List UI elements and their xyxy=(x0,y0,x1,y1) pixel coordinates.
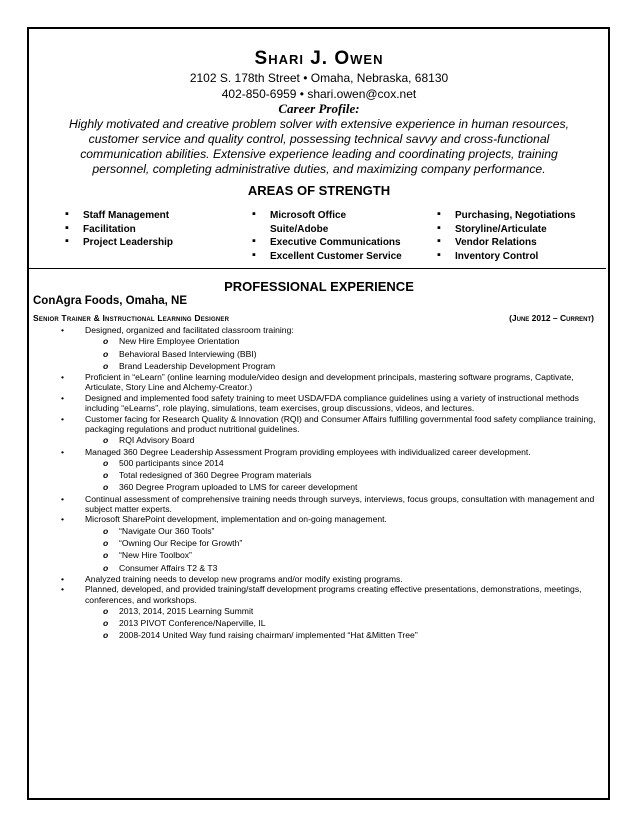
sub-bullet-list xyxy=(85,605,598,642)
sub-bullet: o 500 participants since 2014 xyxy=(85,457,598,469)
strength-item: ▪ Vendor Relations xyxy=(437,236,576,250)
experience-bullet-text: Continual assessment of comprehensive training needs through surveys, interviews, focus groups, consultation with management and subject matter experts. xyxy=(85,493,595,515)
sub-bullet: o 2013 PIVOT Conference/Naperville, IL xyxy=(85,617,598,629)
sub-bullet-list xyxy=(85,335,598,372)
strength-item: ▪ Purchasing, Negotiations xyxy=(437,209,576,223)
job-dates: (June 2012 – Current) xyxy=(509,313,594,323)
areas-of-strength-heading: AREAS OF STRENGTH xyxy=(247,183,391,198)
sub-bullet: o Total redesigned of 360 Degree Program materials xyxy=(85,469,598,481)
experience-bullet-text: Customer facing for Research Quality & Innovation (RQI) and Consumer Affairs fulfilling governmental food safety compliance training, packaging regulations and product nutritional guidelines. xyxy=(85,413,596,435)
employer: ConAgra Foods, Omaha, NE xyxy=(33,295,187,307)
sub-bullet-list xyxy=(85,457,598,494)
strength-item: ▪ Project Leadership xyxy=(65,236,173,250)
strength-item: ▪ Microsoft Office Suite/Adobe xyxy=(252,209,388,236)
experience-bullet-text: Microsoft SharePoint development, implementation and on-going management. xyxy=(85,514,387,525)
contact-info: 402-850-6959 • shari.owen@cox.net xyxy=(221,87,417,101)
experience-bullet xyxy=(33,414,598,447)
strength-item: ▪ Inventory Control xyxy=(437,250,576,264)
strength-item: ▪ Staff Management xyxy=(65,209,173,223)
experience-bullet-text: Analyzed training needs to develop new programs and/or modify existing programs. xyxy=(85,573,403,584)
experience-bullet xyxy=(33,372,598,393)
sub-bullet: o “Owning Our Recipe for Growth” xyxy=(85,537,598,549)
experience-bullet xyxy=(33,574,598,584)
experience-bullet xyxy=(33,584,598,641)
experience-bullet xyxy=(33,325,598,372)
experience-bullet xyxy=(33,514,598,573)
section-divider xyxy=(28,268,606,269)
experience-bullet xyxy=(33,447,598,494)
sub-bullet: o RQI Advisory Board xyxy=(85,434,598,446)
experience-bullet-text: Planned, developed, and provided training/staff development programs creating effective presentations, demonstrations, meetings, conferences, and workshops. xyxy=(85,584,582,605)
experience-bullet-text: Designed, organized and facilitated classroom training: xyxy=(85,325,294,335)
sub-bullet-list xyxy=(85,525,598,574)
strength-column-3 xyxy=(437,209,576,263)
sub-bullet: o 2013, 2014, 2015 Learning Summit xyxy=(85,605,598,617)
sub-bullet: o “New Hire Toolbox” xyxy=(85,549,598,561)
strength-item: ▪ Storyline/Articulate xyxy=(437,223,576,237)
sub-bullet-list xyxy=(85,434,598,446)
strength-column-1 xyxy=(65,209,173,250)
experience-bullet-text: Managed 360 Degree Leadership Assessment Program providing employees with individualized career development. xyxy=(85,446,531,457)
sub-bullet: o Brand Leadership Development Program xyxy=(85,360,598,372)
strength-item: ▪ Executive Communications xyxy=(252,236,422,250)
job-title: Senior Trainer & Instructional Learning Designer xyxy=(33,313,230,323)
experience-bullets xyxy=(33,325,598,642)
candidate-name: Shari J. Owen xyxy=(254,48,384,69)
sub-bullet: o Behavioral Based Interviewing (BBI) xyxy=(85,348,598,360)
sub-bullet: o 2008-2014 United Way fund raising chairman/ implemented “Hat &Mitten Tree” xyxy=(85,629,598,641)
sub-bullet: o New Hire Employee Orientation xyxy=(85,335,598,347)
experience-bullet-text: Proficient in “eLearn” (online learning module/video design and development principals, mastering software programs, Captivate, Articulate, Story Line and Alchemy-Creator.) xyxy=(85,372,574,393)
address: 2102 S. 178th Street • Omaha, Nebraska, 68130 xyxy=(189,71,449,85)
sub-bullet: o “Navigate Our 360 Tools” xyxy=(85,525,598,537)
experience-bullet xyxy=(33,393,598,414)
strength-item: ▪ Excellent Customer Service xyxy=(252,250,422,264)
sub-bullet: o Consumer Affairs T2 & T3 xyxy=(85,562,598,574)
experience-bullet-text: Designed and implemented food safety training to meet USDA/FDA compliance guidelines using a variety of instructional methods including “eLearns”, role playing, simulations, team exercises, group discussions, videos, and lectures. xyxy=(85,392,579,414)
experience-bullet xyxy=(33,494,598,515)
professional-experience-heading: PROFESSIONAL EXPERIENCE xyxy=(224,279,414,294)
career-profile-heading: Career Profile: xyxy=(278,101,360,116)
sub-bullet: o 360 Degree Program uploaded to LMS for career development xyxy=(85,481,598,493)
career-profile-text: Highly motivated and creative problem solver with extensive experience in human resources, customer service and quality control, possessing technical savvy and cross-functional communication abilities. Extensive experience leading and coordinating projects, training personnel, completing administrative duties, and maximizing company performance. xyxy=(69,117,569,176)
strength-item: ▪ Facilitation xyxy=(65,223,173,237)
strength-column-2 xyxy=(252,209,422,263)
